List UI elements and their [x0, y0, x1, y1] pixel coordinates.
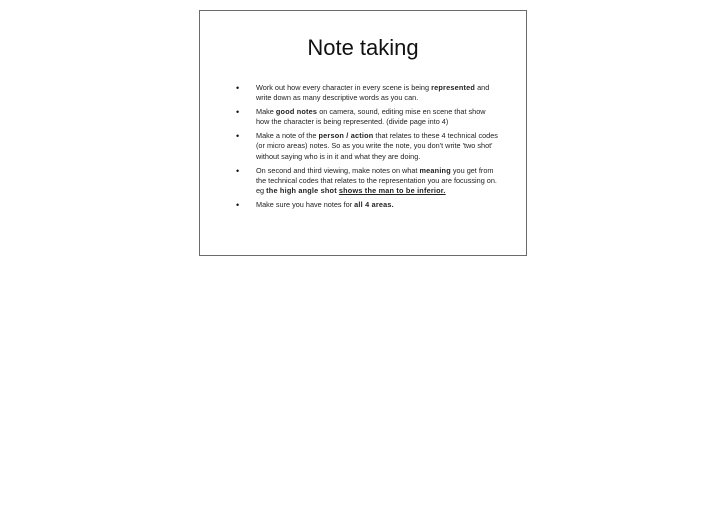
- text-segment: that relates to these 4 technical codes (or micro areas) notes. So as you write the note, you don't write 'two shot' without saying who is in it and what they are doing.: [256, 131, 498, 161]
- slide-title: Note taking: [307, 35, 419, 60]
- text-segment: Make: [256, 107, 276, 117]
- bullet-item: [236, 83, 500, 103]
- bullet-text: [256, 107, 486, 126]
- text-segment-bold: all 4 areas.: [354, 199, 394, 209]
- bullet-text: [256, 83, 489, 102]
- bullet-item: [236, 200, 500, 210]
- bullet-item: [236, 166, 500, 196]
- text-segment: Work out how every character in every scene is being: [256, 83, 432, 92]
- bullet-text: [256, 131, 498, 160]
- bullet-item: [236, 131, 500, 161]
- bullet-dot-icon: •: [236, 83, 240, 93]
- text-segment-bold: person / action: [318, 131, 374, 141]
- text-segment: on camera, sound, editing mise en scene that show how the character is being represented. (divide page into 4): [256, 107, 486, 127]
- text-segment-bold-underline: shows the man to be inferior.: [338, 185, 446, 195]
- bullet-dot-icon: •: [236, 199, 240, 210]
- bullet-dot-icon: •: [236, 165, 240, 176]
- bullet-list: [236, 83, 500, 214]
- text-segment: and write down as many descriptive words as you can.: [256, 83, 490, 103]
- bullet-item: [236, 107, 500, 127]
- text-segment-bold: the high angle shot: [266, 185, 337, 195]
- bullet-dot-icon: •: [236, 107, 240, 118]
- text-segment: On second and third viewing, make notes on what: [256, 165, 420, 175]
- bullet-text: [256, 166, 497, 195]
- slide: [199, 10, 527, 256]
- bullet-dot-icon: •: [236, 131, 240, 142]
- text-segment-bold: represented: [431, 83, 476, 92]
- text-segment: Make sure you have notes for: [256, 199, 355, 209]
- text-segment-bold: meaning: [419, 165, 451, 175]
- text-segment: you get from the technical codes that relates to the representation you are focussing on. eg: [256, 165, 497, 195]
- bullet-text: [256, 200, 394, 209]
- text-segment: Make a note of the: [256, 131, 319, 141]
- text-segment-bold: good notes: [275, 107, 318, 117]
